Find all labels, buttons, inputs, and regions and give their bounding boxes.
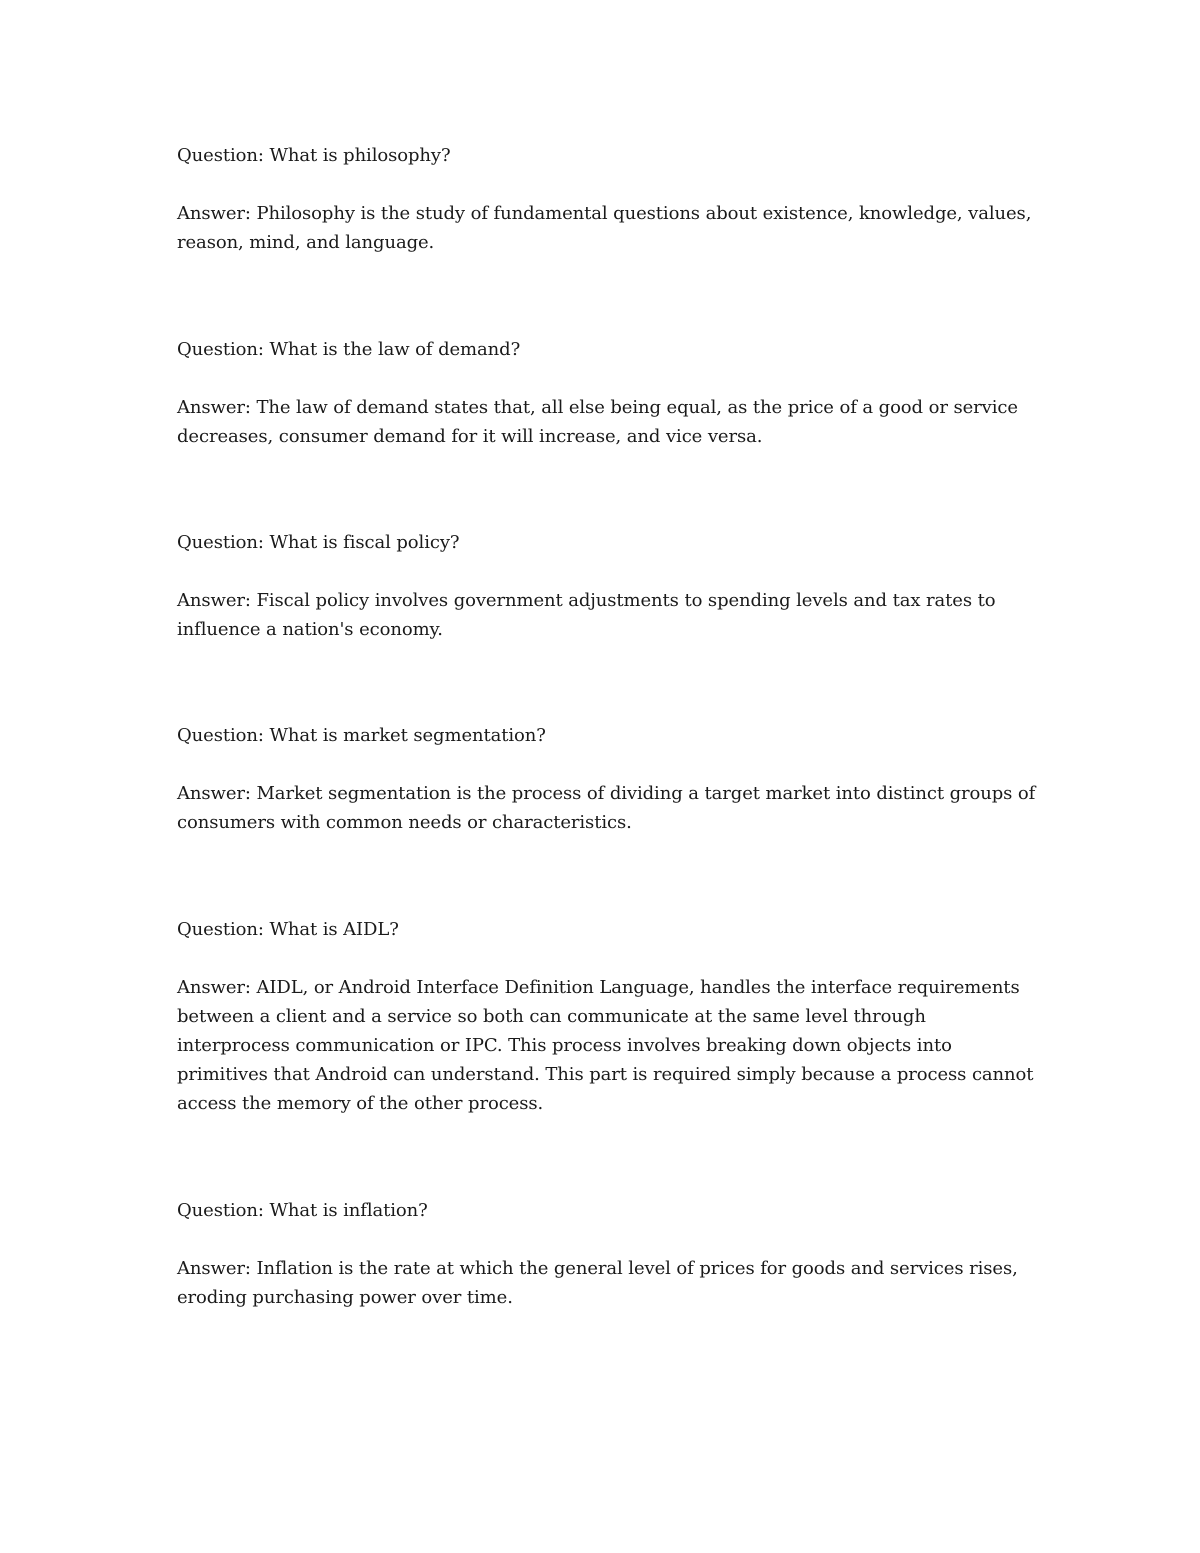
answer-text: Answer: AIDL, or Android Interface Definition Language, handles the interface requirements between a client and a service so both can communicate at the same level through interprocess communication or IPC. This process involves breaking down objects into primitives that Android can understand. This part is required simply because a process cannot access the memory of the other process. xyxy=(177,977,1034,1114)
answer-text: Answer: The law of demand states that, all else being equal, as the price of a good or service decreases, consumer demand for it will increase, and vice versa. xyxy=(177,397,1018,447)
question-text: Question: What is philosophy? xyxy=(177,145,451,166)
question-text: Question: What is market segmentation? xyxy=(177,725,546,746)
answer-text: Answer: Philosophy is the study of fundamental questions about existence, knowledge, values, reason, mind, and language. xyxy=(177,203,1032,253)
qa-block-law-of-demand xyxy=(177,335,1037,451)
qa-block-aidl xyxy=(177,915,1037,1118)
answer-text: Answer: Market segmentation is the process of dividing a target market into distinct groups of consumers with common needs or characteristics. xyxy=(177,783,1036,833)
question-text: Question: What is fiscal policy? xyxy=(177,532,460,553)
qa-block-fiscal-policy xyxy=(177,528,1037,644)
answer-text: Answer: Inflation is the rate at which the general level of prices for goods and services rises, eroding purchasing power over time. xyxy=(177,1258,1018,1308)
qa-block-market-segmentation xyxy=(177,721,1037,837)
qa-block-inflation xyxy=(177,1196,1037,1312)
question-text: Question: What is inflation? xyxy=(177,1200,428,1221)
question-text: Question: What is AIDL? xyxy=(177,919,399,940)
answer-text: Answer: Fiscal policy involves government adjustments to spending levels and tax rates to influence a nation's economy. xyxy=(177,590,996,640)
qa-block-philosophy xyxy=(177,141,1037,257)
question-text: Question: What is the law of demand? xyxy=(177,339,521,360)
